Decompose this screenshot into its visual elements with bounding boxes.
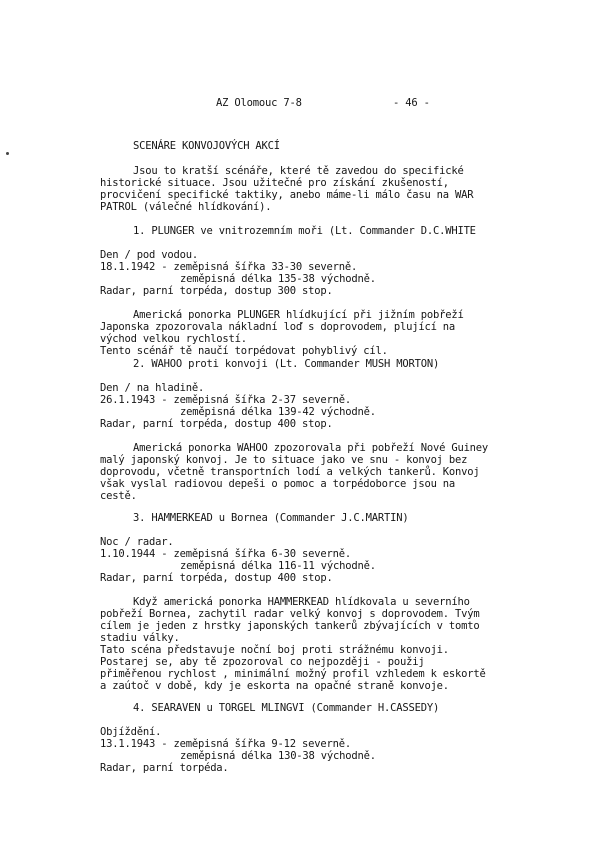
scenario-latitude: 1.10.1944 - zeměpisná šířka 6-30 severně. bbox=[100, 548, 351, 560]
scenario-desc-line: Tento scénář tě naučí torpédovat pohyblivý cíl. bbox=[100, 345, 388, 357]
scenario-equipment: Radar, parní torpéda. bbox=[100, 762, 229, 774]
scan-speck bbox=[6, 152, 9, 155]
scenario-mode: Objíždění. bbox=[100, 726, 162, 738]
scenario-desc-line: a zaútoč v době, kdy je eskorta na opačné straně konvoje. bbox=[100, 680, 449, 692]
scenario-desc-line: cestě. bbox=[100, 490, 137, 502]
scenario-longitude: zeměpisná délka 135-38 východně. bbox=[180, 273, 376, 285]
scenario-equipment: Radar, parní torpéda, dostup 300 stop. bbox=[100, 285, 333, 297]
scenario-desc-line: doprovodu, včetně transportních lodí a velkých tankerů. Konvoj bbox=[100, 466, 480, 478]
scenario-desc-line: Japonska zpozorovala nákladní loď s doprovodem, plující na bbox=[100, 321, 456, 333]
scenario-equipment: Radar, parní torpéda, dostup 400 stop. bbox=[100, 572, 333, 584]
section-title: SCENÁRE KONVOJOVÝCH AKCÍ bbox=[133, 140, 280, 152]
scenario-desc-line: cílem je jeden z hrstky japonských tankerů zbývajících v tomto bbox=[100, 620, 480, 632]
header-title: AZ Olomouc 7-8 bbox=[216, 97, 302, 109]
scenario-mode: Den / na hladině. bbox=[100, 382, 205, 394]
scenario-mode: Den / pod vodou. bbox=[100, 249, 198, 261]
scenario-latitude: 18.1.1942 - zeměpisná šířka 33-30 severně. bbox=[100, 261, 358, 273]
scenario-desc-line: východ velkou rychlostí. bbox=[100, 333, 247, 345]
scenario-title: 2. WAHOO proti konvoji (Lt. Commander MUSH MORTON) bbox=[133, 358, 440, 370]
scenario-desc-line: Americká ponorka WAHOO zpozorovala při pobřeží Nové Guiney bbox=[133, 442, 489, 454]
scenario-latitude: 13.1.1943 - zeměpisná šířka 9-12 severně. bbox=[100, 738, 351, 750]
scenario-longitude: zeměpisná délka 116-11 východně. bbox=[180, 560, 376, 572]
scenario-longitude: zeměpisná délka 130-38 východně. bbox=[180, 750, 376, 762]
scenario-desc-line: však vyslal radiovou depeši o pomoc a torpédoborce jsou na bbox=[100, 478, 456, 490]
scenario-desc-line: Americká ponorka PLUNGER hlídkující při jižním pobřeží bbox=[133, 309, 464, 321]
scenario-title: 4. SEARAVEN u TORGEL MLINGVI (Commander H.CASSEDY) bbox=[133, 702, 440, 714]
scenario-desc-line: přiměřenou rychlost , minimální možný profil vzhledem k eskortě bbox=[100, 668, 486, 680]
scenario-mode: Noc / radar. bbox=[100, 536, 174, 548]
page-number: - 46 - bbox=[393, 97, 430, 109]
scenario-desc-line: pobřeží Bornea, zachytil radar velký konvoj s doprovodem. Tvým bbox=[100, 608, 480, 620]
scenario-title: 3. HAMMERKEAD u Bornea (Commander J.C.MARTIN) bbox=[133, 512, 409, 524]
scenario-title: 1. PLUNGER ve vnitrozemním moři (Lt. Commander D.C.WHITE bbox=[133, 225, 476, 237]
document-page: AZ Olomouc 7-8 - 46 - SCENÁRE KONVOJOVÝCH AKCÍ Jsou to kratší scénáře, které tě zavedou do specifické historické situace. Jsou užitečné pro získání zkušeností, procvičení specifické taktiky, anebo máme-li málo času na WAR PATROL (válečné hlídkování). 1. PLUNGER ve vnitrozemním moři (Lt. Commander D.C.WHITE Den / pod vodou. 18.1.1942 - zeměpisná šířka 33-30 severně. zeměpisná délka 135-38 východně. Radar, parní torpéda, dostup 300 stop. Americká ponorka PLUNGER hlídkující při jižním pobřeží Japonska zpozorovala nákladní loď s doprovodem, plující na východ velkou rychlostí. Tento scénář tě naučí torpédovat pohyblivý cíl. 2. WAHOO proti konvoji (Lt. Commander MUSH MORTON) Den / na hladině. 26.1.1943 - zeměpisná šířka 2-37 severně. zeměpisná délka 139-42 východně. Radar, parní torpéda, dostup 400 stop. Americká ponorka WAHOO zpozorovala při pobřeží Nové Guiney malý japonský konvoj. Je to situace jako ve snu - konvoj bez doprovodu, včetně transportních lodí a velkých tankerů. Konvoj však vyslal radiovou depeši o pomoc a torpédoborce jsou na cestě. 3. HAMMERKEAD u Bornea (Commander J.C.MARTIN) Noc / radar. 1.10.1944 - zeměpisná šířka 6-30 severně. zeměpisná délka 116-11 východně. Radar, parní torpéda, dostup 400 stop. Když americká ponorka HAMMERKEAD hlídkovala u severního pobřeží Bornea, zachytil radar velký konvoj s doprovodem. Tvým cílem je jeden z hrstky japonských tankerů zbývajících v tomto stadiu války. Tato scéna představuje noční boj proti strážnému konvoji. Postarej se, aby tě zpozoroval co nejpozději - použij přiměřenou rychlost , minimální možný profil vzhledem k eskortě a zaútoč v době, kdy je eskorta na opačné straně konvoje. 4. SEARAVEN u TORGEL MLINGVI (Commander H.CASSEDY) Objíždění. 13.1.1943 - zeměpisná šířka 9-12 severně. zeměpisná délka 130-38 východně. Radar, parní torpéda. bbox=[0, 0, 600, 849]
scenario-latitude: 26.1.1943 - zeměpisná šířka 2-37 severně. bbox=[100, 394, 351, 406]
scenario-desc-line: Postarej se, aby tě zpozoroval co nejpozději - použij bbox=[100, 656, 425, 668]
scenario-desc-line: stadiu války. bbox=[100, 632, 180, 644]
scenario-desc-line: Tato scéna představuje noční boj proti strážnému konvoji. bbox=[100, 644, 449, 656]
scenario-longitude: zeměpisná délka 139-42 východně. bbox=[180, 406, 376, 418]
scenario-desc-line: malý japonský konvoj. Je to situace jako ve snu - konvoj bez bbox=[100, 454, 468, 466]
scenario-equipment: Radar, parní torpéda, dostup 400 stop. bbox=[100, 418, 333, 430]
scenario-desc-line: Když americká ponorka HAMMERKEAD hlídkovala u severního bbox=[133, 596, 470, 608]
